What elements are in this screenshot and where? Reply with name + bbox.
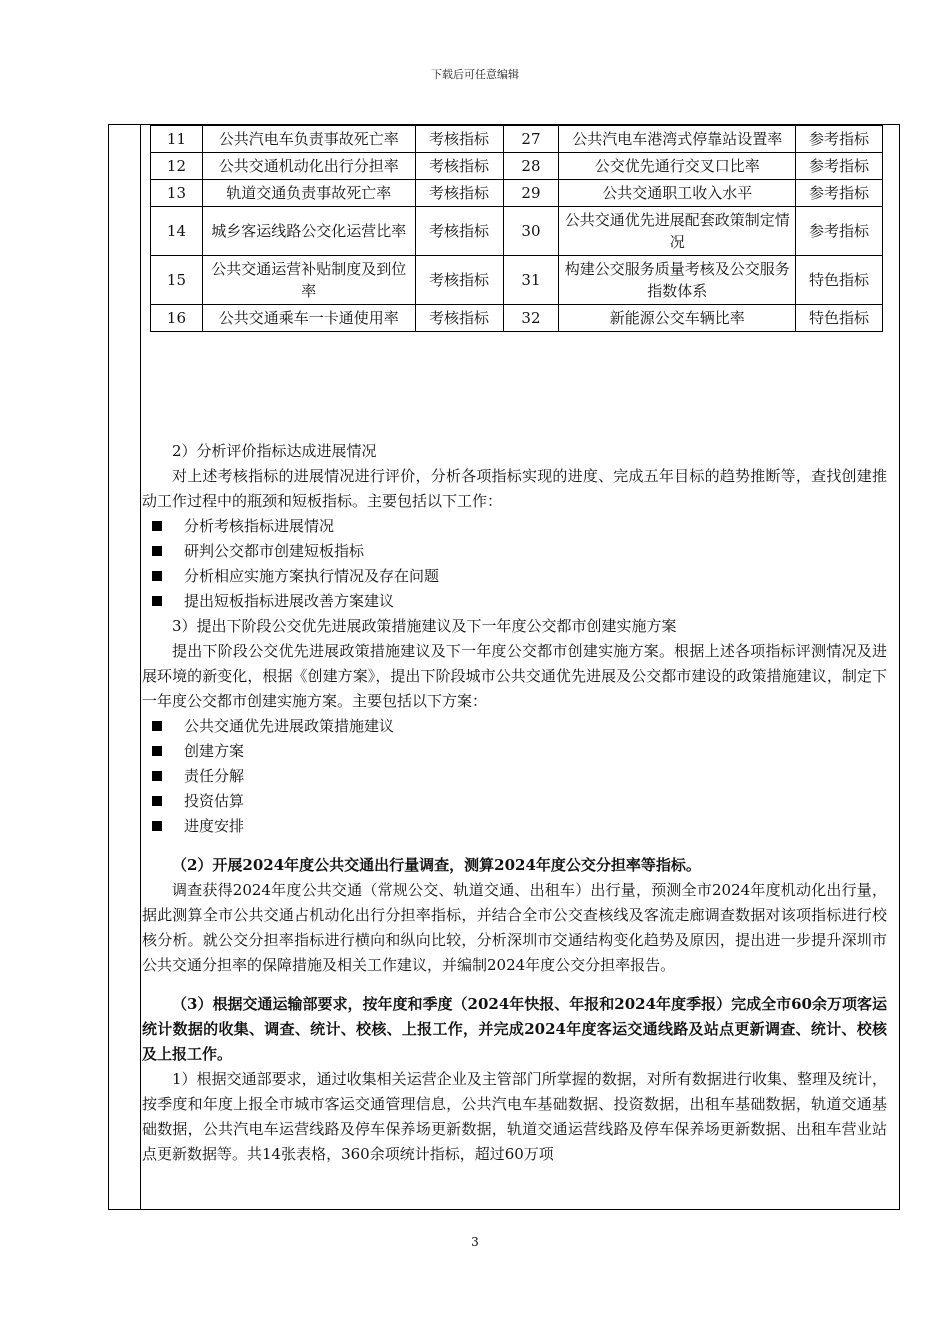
- table-cell-name1: 公共汽电车负责事故死亡率: [202, 126, 415, 153]
- bullet-text: 提出短板指标进展改善方案建议: [184, 592, 395, 610]
- bullet-item: [142, 714, 887, 739]
- bullet-text: 创建方案: [184, 742, 245, 760]
- table-cell-no1: 11: [151, 126, 203, 153]
- square-bullet-icon: [152, 596, 162, 606]
- table-cell-type2: 参考指标: [796, 126, 883, 153]
- square-bullet-icon: [152, 721, 162, 731]
- square-bullet-icon: [152, 546, 162, 556]
- table-cell-no1: 15: [151, 256, 203, 305]
- table-cell-no2: 31: [503, 256, 559, 305]
- table-cell-type2: 特色指标: [796, 305, 883, 332]
- table-row: [151, 180, 883, 207]
- table-cell-name2: 公共汽电车港湾式停靠站设置率: [559, 126, 796, 153]
- bullet-text: 进度安排: [184, 817, 245, 835]
- table-cell-no1: 16: [151, 305, 203, 332]
- table-row: [151, 305, 883, 332]
- table-cell-no1: 13: [151, 180, 203, 207]
- bullet-item: [142, 814, 887, 839]
- bullet-item: [142, 539, 887, 564]
- paragraph: 1）根据交通部要求，通过收集相关运营企业及主管部门所掌握的数据，对所有数据进行收集、整理及统计，按季度和年度上报全市城市客运交通管理信息，公共汽电车基础数据、投资数据，出租车基础数据，轨道交通基础数据，公共汽电车运营线路及停车保养场更新数据，轨道交通运营线路及停车保养场更新数据、出租车营业站点更新数据等。共14张表格，360余项统计指标，超过60万项: [142, 1070, 887, 1163]
- bullet-text: 分析考核指标进展情况: [184, 517, 335, 535]
- table-cell-type1: 考核指标: [415, 153, 503, 180]
- table-cell-no2: 28: [503, 153, 559, 180]
- body-text: [142, 439, 887, 1167]
- table-cell-name1: 公共交通运营补贴制度及到位率: [202, 256, 415, 305]
- bullet-item: [142, 789, 887, 814]
- square-bullet-icon: [152, 821, 162, 831]
- table-cell-name2: 新能源公交车辆比率: [559, 305, 796, 332]
- square-bullet-icon: [152, 746, 162, 756]
- table-cell-name1: 公共交通机动化出行分担率: [202, 153, 415, 180]
- table-cell-no2: 32: [503, 305, 559, 332]
- table-cell-name2: 公共交通优先进展配套政策制定情况: [559, 207, 796, 256]
- bullet-text: 分析相应实施方案执行情况及存在问题: [184, 567, 440, 585]
- table-cell-no2: 27: [503, 126, 559, 153]
- paragraph: 提出下阶段公交优先进展政策措施建议及下一年度公交都市创建实施方案。根据上述各项指标评测情况及进展环境的新变化，根据《创建方案》，提出下阶段城市公共交通优先进展及公交都市建设的政策措施建议，制定下一年度公交都市创建实施方案。主要包括以下方案：: [142, 642, 887, 710]
- table-cell-name1: 公共交通乘车一卡通使用率: [202, 305, 415, 332]
- paragraph: 对上述考核指标的进展情况进行评价，分析各项指标实现的进度、完成五年目标的趋势推断等，查找创建推动工作过程中的瓶颈和短板指标。主要包括以下工作：: [142, 467, 887, 510]
- page-header: 下载后可任意编辑: [431, 68, 519, 81]
- table-cell-type2: 参考指标: [796, 180, 883, 207]
- table-cell-name1: 城乡客运线路公交化运营比率: [202, 207, 415, 256]
- section-heading: （2）开展2024年度公共交通出行量调查，测算2024年度公交分担率等指标。: [172, 856, 701, 874]
- bullet-item: [142, 739, 887, 764]
- table-row: [151, 256, 883, 305]
- content-frame: [108, 124, 900, 1210]
- table-row: [151, 153, 883, 180]
- table-cell-name2: 构建公交服务质量考核及公交服务指数体系: [559, 256, 796, 305]
- subsection-title: 2）分析评价指标达成进展情况: [172, 442, 377, 460]
- table-cell-name1: 轨道交通负责事故死亡率: [202, 180, 415, 207]
- square-bullet-icon: [152, 796, 162, 806]
- table-cell-type1: 考核指标: [415, 207, 503, 256]
- table-cell-type2: 参考指标: [796, 207, 883, 256]
- indicator-table: [150, 125, 883, 332]
- section-heading: （3）根据交通运输部要求，按年度和季度（2024年快报、年报和2024年度季报）完成全市60余万项客运统计数据的收集、调查、统计、校核、上报工作，并完成2024年度客运交通线路及站点更新调查、统计、校核及上报工作。: [142, 995, 887, 1063]
- bullet-text: 投资估算: [184, 792, 245, 810]
- table-cell-name2: 公共交通职工收入水平: [559, 180, 796, 207]
- table-cell-type1: 考核指标: [415, 180, 503, 207]
- bullet-item: [142, 764, 887, 789]
- table-cell-no1: 12: [151, 153, 203, 180]
- square-bullet-icon: [152, 571, 162, 581]
- table-cell-type1: 考核指标: [415, 256, 503, 305]
- table-cell-no2: 29: [503, 180, 559, 207]
- table-cell-name2: 公交优先通行交叉口比率: [559, 153, 796, 180]
- bullet-item: [142, 589, 887, 614]
- bullet-item: [142, 514, 887, 539]
- content-cell: [142, 125, 899, 1209]
- table-cell-type1: 考核指标: [415, 126, 503, 153]
- bullet-text: 研判公交都市创建短板指标: [184, 542, 365, 560]
- table-cell-no2: 30: [503, 207, 559, 256]
- bullet-text: 公共交通优先进展政策措施建议: [184, 717, 395, 735]
- table-cell-type1: 考核指标: [415, 305, 503, 332]
- subsection-title: 3）提出下阶段公交优先进展政策措施建议及下一年度公交都市创建实施方案: [172, 617, 677, 635]
- table-cell-type2: 参考指标: [796, 153, 883, 180]
- square-bullet-icon: [152, 521, 162, 531]
- table-row: [151, 207, 883, 256]
- table-cell-no1: 14: [151, 207, 203, 256]
- table-row: [151, 126, 883, 153]
- paragraph: 调查获得2024年度公共交通（常规公交、轨道交通、出租车）出行量，预测全市2024年度机动化出行量，据此测算全市公共交通占机动化出行分担率指标，并结合全市公交查核线及客流走廊调查数据对该项指标进行校核分析。就公交分担率指标进行横向和纵向比较，分析深圳市交通结构变化趋势及原因，提出进一步提升深圳市公共交通分担率的保障措施及相关工作建议，并编制2024年度公交分担率报告。: [142, 881, 887, 974]
- square-bullet-icon: [152, 771, 162, 781]
- table-cell-type2: 特色指标: [796, 256, 883, 305]
- bullet-item: [142, 564, 887, 589]
- left-column: [109, 125, 141, 1209]
- bullet-text: 责任分解: [184, 767, 245, 785]
- page-number: 3: [471, 1235, 479, 1249]
